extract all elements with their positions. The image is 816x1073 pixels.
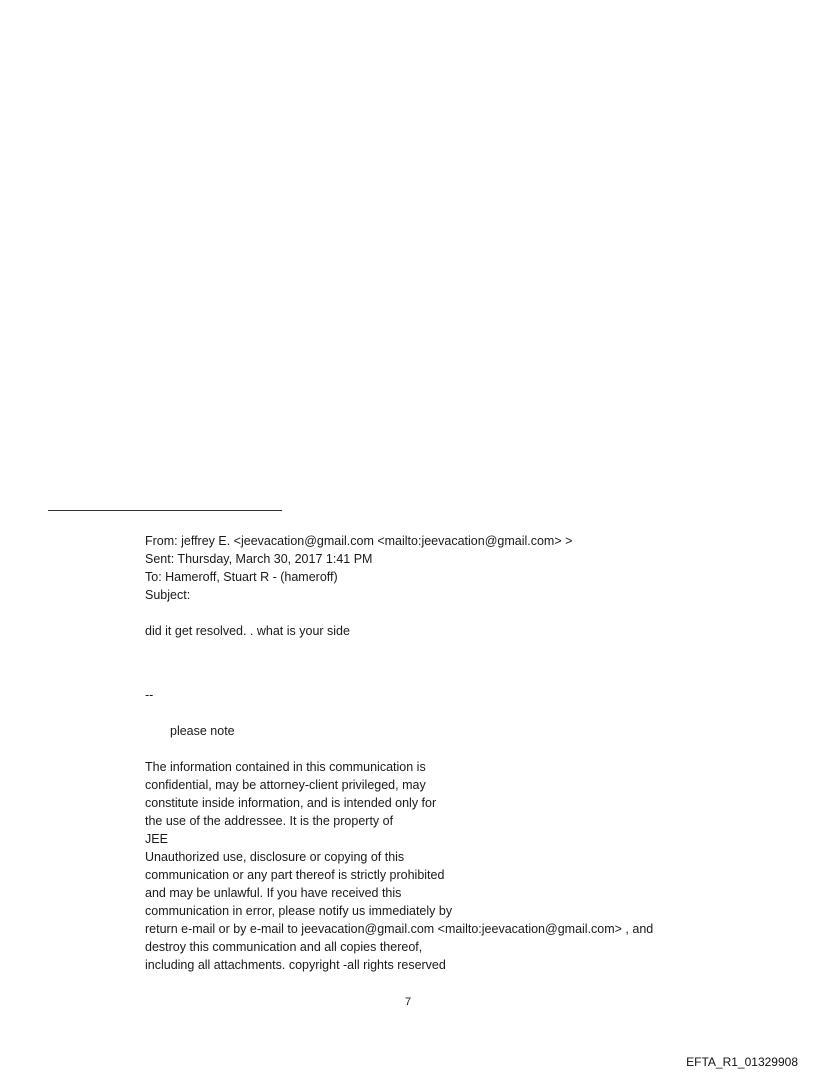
separator-rule (48, 510, 282, 511)
disclaimer-line: destroy this communication and all copies thereof, (145, 940, 423, 954)
subject-line: Subject: (145, 588, 191, 602)
disclaimer (145, 758, 745, 974)
sent-line: Sent: Thursday, March 30, 2017 1:41 PM (145, 552, 373, 566)
email-body: did it get resolved. . what is your side (145, 624, 350, 638)
signature-separator: -- (145, 688, 154, 702)
email-message (145, 532, 745, 974)
disclaimer-line: constitute inside information, and is intended only for (145, 796, 437, 810)
disclaimer-line: the use of the addressee. It is the property of (145, 814, 394, 828)
page-number: 7 (404, 996, 412, 1008)
disclaimer-line: communication or any part thereof is strictly prohibited (145, 868, 445, 882)
disclaimer-line: communication in error, please notify us immediately by (145, 904, 453, 918)
document-id: EFTA_R1_01329908 (686, 1055, 798, 1069)
disclaimer-line: including all attachments. copyright -all rights reserved (145, 958, 446, 972)
disclaimer-line: and may be unlawful. If you have received this (145, 886, 402, 900)
disclaimer-line: JEE (145, 832, 168, 846)
to-line: To: Hameroff, Stuart R - (hameroff) (145, 570, 338, 584)
disclaimer-line: confidential, may be attorney-client privileged, may (145, 778, 426, 792)
please-note-line: please note (170, 724, 235, 738)
from-line: From: jeffrey E. <jeevacation@gmail.com <mailto:jeevacation@gmail.com> > (145, 534, 573, 548)
disclaimer-line: return e-mail or by e-mail to jeevacation@gmail.com <mailto:jeevacation@gmail.com> , and (145, 922, 654, 936)
disclaimer-line: The information contained in this communication is (145, 760, 426, 774)
disclaimer-line: Unauthorized use, disclosure or copying of this (145, 850, 405, 864)
